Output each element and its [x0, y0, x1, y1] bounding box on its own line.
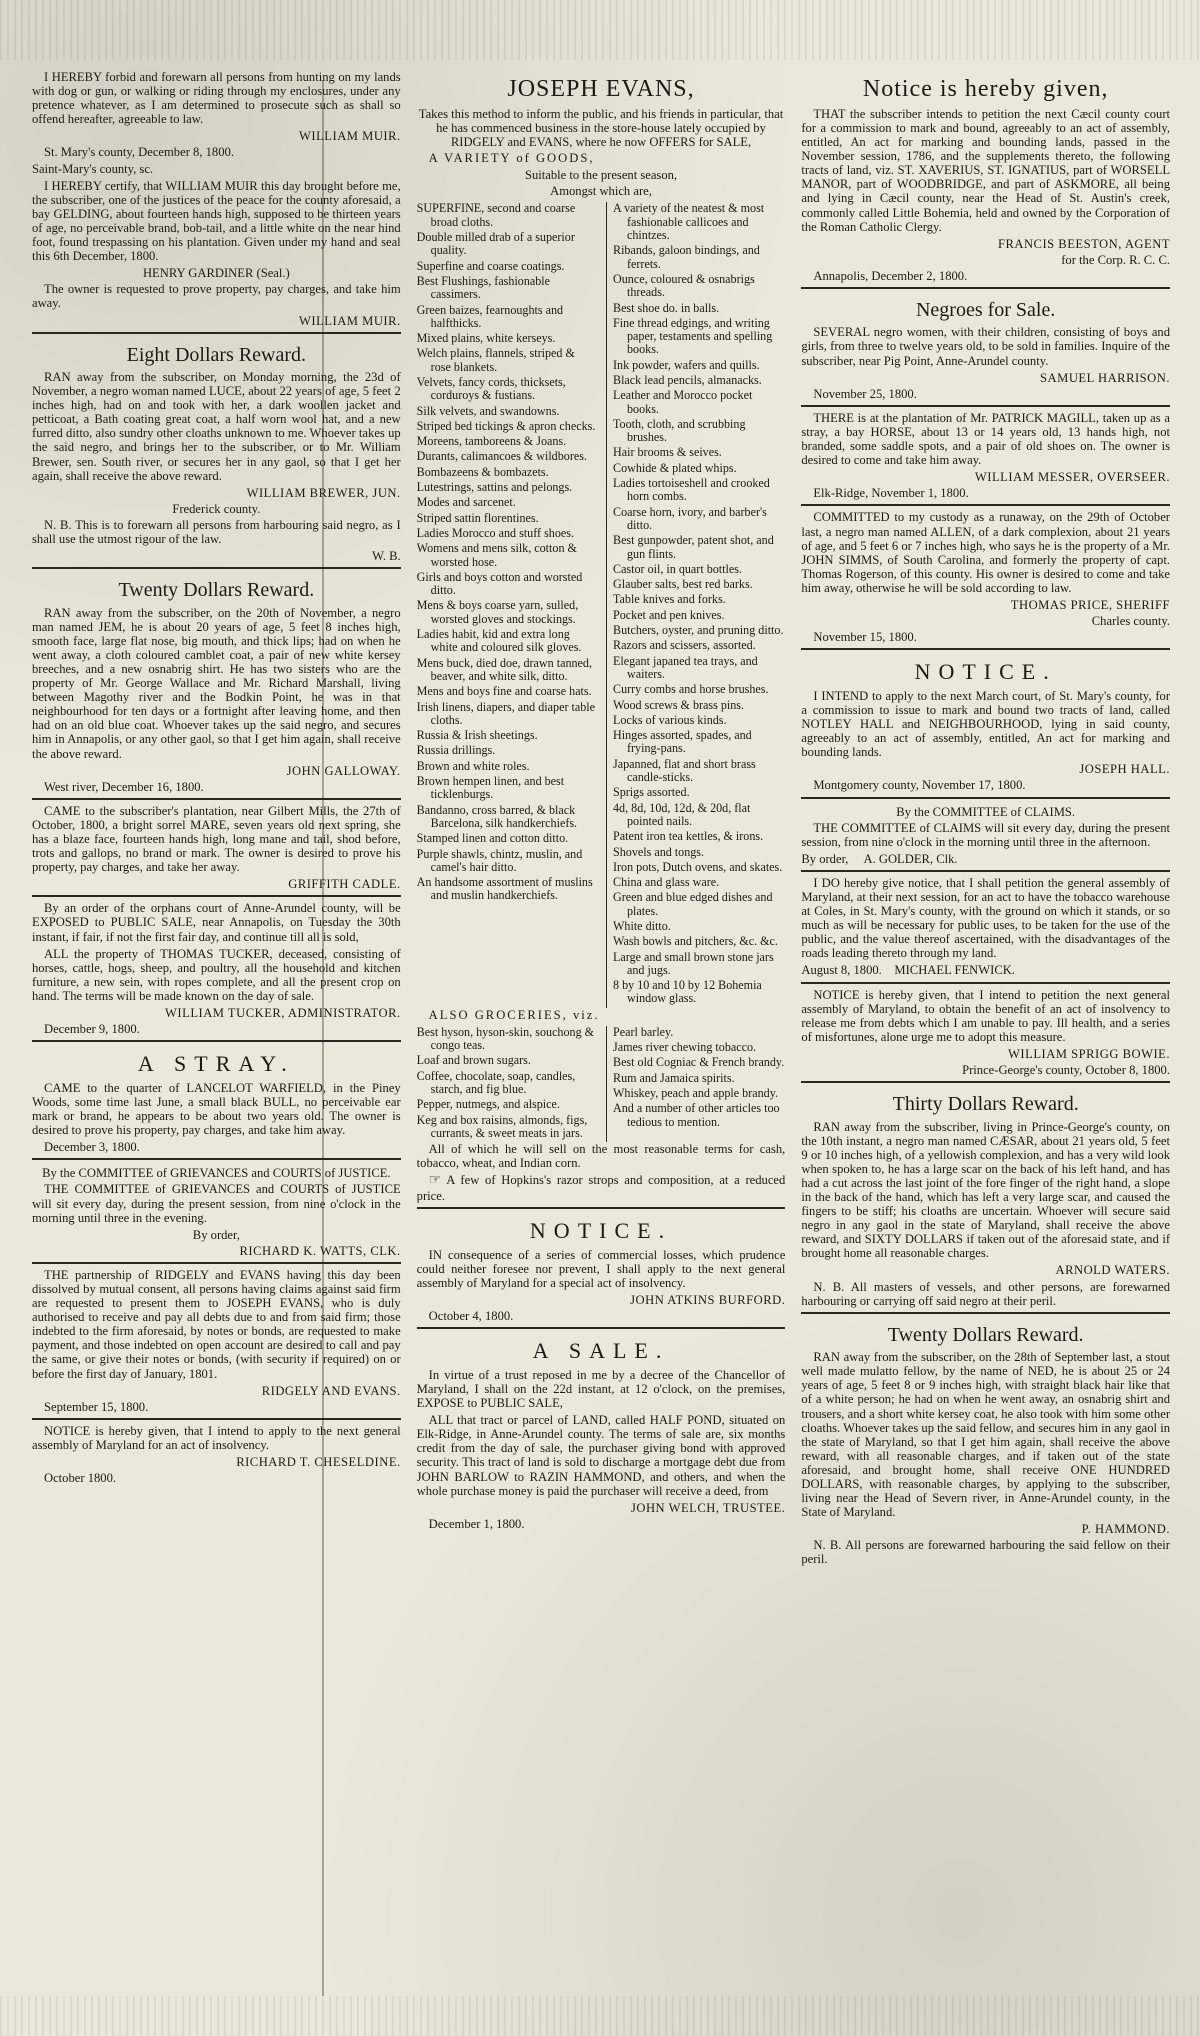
list-item: Table knives and forks. [613, 592, 726, 607]
welch-text: ALL that tract or parcel of LAND, called HALF POND, situated on Elk-Ridge, in Anne-Arundel county. The terms of sale are, six months credit from the day of sale, the purchaser giving bond with approved security. This tract of land is sold to discharge a mortgage debt due from JOHN BARLOW to RAZIN HAMMOND, and others, and when the whole purchase money is paid the purchaser will receive a deed, from [416, 1413, 786, 1498]
hammond-text: RAN away from the subscriber, on the 28th of September last, a stout well made mulatto fellow, by the name of NED, he is about 25 or 24 years of age, 5 feet 8 or 9 inches high, with straight black hair like that of a white person; he had on when he went away, an osnabrig shirt and trousers, and a short white kersey coat, he also took with him some other cloaths. Whoever takes up the said fellow, and secures him in any gaol in the state of Maryland, so that I get him again, shall receive the above reward, with all reasonable charges, and if taken out of the state aforesaid, and brought home, shall receive ONE HUNDRED DOLLARS, with reasonable charges, by applying to the subscriber, living near the Head of Severn river, in Anne-Arundel county, in the State of Maryland. [801, 1350, 1171, 1520]
gardiner-certificate: I HEREBY certify, that WILLIAM MUIR this day brought before me, the subscriber, one of the justices of the peace for the county aforesaid, a bay GELDING, about fourteen hands high, supposed to be thirteen years of age, no perceivable brand, bob-tail, and a little white on the near hind foot, found trespassing on his plantation. Given under my hand and seal this 6th December, 1800. [32, 178, 401, 264]
list-item: Brown and white roles. [416, 758, 530, 773]
list-item: SUPERFINE, second and coarse broad cloths. [416, 201, 576, 229]
list-item: Wash bowls and pitchers, &c. &c. [613, 934, 778, 949]
brewer-place: Frederick county. [172, 501, 261, 516]
beeston-signer: FRANCIS BEESTON, AGENT [997, 236, 1171, 251]
waters-heading: Thirty Dollars Reward. [892, 1093, 1079, 1116]
welch-heading: A SALE. [532, 1338, 670, 1364]
list-item: Best shoe do. in balls. [613, 300, 720, 315]
list-item: 4d, 8d, 10d, 12d, & 20d, flat pointed nails. [613, 800, 751, 828]
list-item: Locks of various kinds. [613, 712, 727, 727]
hammond-nb: N. B. All persons are forewarned harbouring the said fellow on their peril. [801, 1538, 1171, 1567]
list-item: Loaf and brown sugars. [416, 1053, 531, 1068]
hall-date: Montgomery county, November 17, 1800. [813, 778, 1026, 793]
tucker-ad [32, 895, 401, 1036]
beeston-signer-2: for the Corp. R. C. C. [1061, 252, 1171, 267]
burford-date: October 4, 1800. [428, 1309, 514, 1324]
list-item: Wood screws & brass pins. [613, 697, 745, 712]
ridgely-date: September 15, 1800. [44, 1399, 149, 1414]
groceries-list-right [606, 1026, 785, 1142]
list-item: Ink powder, wafers and quills. [613, 357, 760, 372]
cheseldine-date: October 1800. [44, 1471, 117, 1486]
stray-text: CAME to the quarter of LANCELOT WARFIELD, in the Piney Woods, some time last June, a small black BULL, no perceivable ear mark or brand, he appears to be about two years old. The owner is desired to prove his property, pay charges, and take him away. [32, 1080, 401, 1138]
list-item: Pearl barley. [613, 1024, 674, 1039]
column-3 [801, 70, 1170, 2016]
list-item: Ladies habit, kid and extra long white and coloured silk gloves. [416, 627, 582, 655]
muir-notice-text: I HEREBY forbid and forewarn all persons from hunting on my lands with dog or gun, or walking or riding through my enclosures, under any pretence whatever, as I am determined to prosecute such as shall so offend hereafter, agreeable to law. [32, 70, 401, 127]
price-date: November 15, 1800. [813, 630, 917, 645]
list-item: Russia & Irish sheetings. [416, 728, 538, 743]
claims-text: THE COMMITTEE of CLAIMS will sit every day, during the present session, from nine o'clock in the morning until three in the afternoon. [801, 820, 1171, 849]
brewer-initials: W. B. [372, 549, 401, 564]
list-item: White ditto. [613, 918, 671, 933]
welch-date: December 1, 1800. [428, 1516, 525, 1531]
list-item: Superfine and coarse coatings. [416, 258, 565, 273]
list-item: Coffee, chocolate, soap, candles, starch, and fig blue. [416, 1068, 576, 1097]
list-item: Bombazeens & bombazets. [416, 464, 549, 479]
bowie-text: NOTICE is hereby given, that I intend to petition the next general assembly of Maryland, to obtain the benefit of an act of insolvency to release me from debts which I am unable to pay. Ill health, and a series of misfortunes, alone urge me to adopt this measure. [801, 987, 1171, 1044]
muir-signer: WILLIAM MUIR. [299, 129, 401, 144]
welch-signer: JOHN WELCH, TRUSTEE. [630, 1500, 786, 1515]
list-item: Irish linens, diapers, and diaper table cloths. [416, 699, 595, 727]
list-item: Cowhide & plated whips. [613, 460, 737, 475]
evans-suitable: Suitable to the present season, [524, 168, 678, 183]
list-item: Best Flushings, fashionable cassimers. [416, 273, 551, 302]
tucker-date: December 9, 1800. [44, 1022, 140, 1037]
hammond-signer: P. HAMMOND. [1081, 1522, 1171, 1537]
list-item: Best hyson, hyson-skin, souchong & congo teas. [416, 1024, 595, 1053]
list-item: Mixed plains, white kerseys. [416, 331, 556, 346]
column-2 [417, 70, 786, 2016]
list-item: Ribands, galoon bindings, and ferrets. [613, 243, 760, 271]
list-item: Womens and mens silk, cotton & worsted hose. [416, 541, 577, 569]
ridgely-signer: RIDGELY AND EVANS. [261, 1383, 401, 1398]
page-edge-top [0, 0, 1200, 60]
list-item: Sprigs assorted. [613, 785, 690, 800]
list-item: Fine thread edgings, and writing paper, testaments and spelling books. [613, 315, 773, 357]
list-item: Keg and box raisins, almonds, figs, currants, & sweet meats in jars. [416, 1112, 588, 1140]
hall-ad [801, 648, 1170, 792]
galloway-signer: JOHN GALLOWAY. [286, 763, 401, 778]
cadle-signer: GRIFFITH CADLE. [288, 877, 401, 892]
stray-ad [32, 1040, 401, 1154]
beeston-text: THAT the subscriber intends to petition the next Cæcil county court for a commission to mark and bound, agreeably to an act of assembly, entitled, An act for marking and bounding lands, passed in the November session, 1786, and the supplements thereto, the following tracts of land, viz. ST. XAVERIUS, ST. IGNATIUS, part of WORSELL MANOR, part of WOODBRIDGE, and part of ASKMORE, all being and lying in Cæcil county, near the Head of St. Austin's creek, commonly called Little Bohemia, held and owned by the Corporation of the Roman Catholic Clergy. [801, 106, 1171, 234]
grievances-text: THE COMMITTEE of GRIEVANCES and COURTS of JUSTICE will sit every day, during the present session, from nine o'clock in the morning until three in the evening. [32, 1182, 401, 1225]
ridgely-ad [32, 1262, 401, 1414]
hammond-ad [801, 1312, 1170, 1567]
hall-heading: NOTICE. [914, 659, 1057, 685]
ridgely-text: THE partnership of RIDGELY and EVANS having this day been dissolved by mutual consent, all persons having claims against said firm are requested to present them to JOSEPH EVANS, who is duly authorised to receive and pay all debts due to and from said firm; those indebted to the firm aforesaid, by notes or bonds, are requested to make payment, and those indebted on open account are desired to call and pay the same, or give their notes or bonds, (with security if required) on or before the first day of January, 1801. [32, 1267, 401, 1381]
list-item: And a number of other articles too tedious to mention. [613, 1101, 780, 1129]
galloway-date: West river, December 16, 1800. [44, 779, 204, 794]
list-item: An handsome assortment of muslins and muslin handkerchiefs. [416, 875, 593, 903]
list-item: Green baizes, fearnoughts and halfthicks. [416, 302, 564, 330]
list-item: Russia drillings. [416, 743, 496, 758]
welch-ad [417, 1327, 786, 1531]
stray-date: December 3, 1800. [44, 1140, 140, 1155]
list-item: Silk velvets, and swandowns. [416, 403, 560, 418]
muir-signer-2: WILLIAM MUIR. [299, 313, 401, 328]
harrison-date: November 25, 1800. [813, 386, 917, 401]
list-item: Whiskey, peach and apple brandy. [613, 1086, 778, 1101]
list-item: Japanned, flat and short brass candle-sticks. [613, 756, 756, 785]
evans-subhead: A VARIETY of GOODS, [428, 151, 595, 166]
brewer-signer: WILLIAM BREWER, JUN. [246, 485, 401, 500]
list-item: Glauber salts, best red barks. [613, 577, 753, 592]
list-item: Mens and boys fine and coarse hats. [416, 684, 592, 699]
muir-date: St. Mary's county, December 8, 1800. [44, 145, 234, 160]
list-item: Best gunpowder, patent shot, and gun flints. [613, 533, 774, 561]
cheseldine-signer: RICHARD T. CHESELDINE. [236, 1455, 401, 1469]
fenwick-text: I DO hereby give notice, that I shall petition the general assembly of Maryland, at their next session, for an act to have the tobacco warehouse at Coles, in St. Mary's county, with the ground on which it stands, or so much as will be necessary for public uses, to be taken for the use of the public, and the value thereof ascertained, with the disadvantages of the roads leading thereto through my land. [801, 875, 1171, 961]
list-item: Ounce, coloured & osnabrigs threads. [613, 271, 755, 300]
muir-venue: Saint-Mary's county, sc. [32, 161, 154, 176]
fenwick-signature-line [801, 963, 1170, 977]
list-item: Lutestrings, sattins and pelongs. [416, 480, 573, 495]
list-item: Bandanno, cross barred, & black Barcelona, silk handkerchiefs. [416, 802, 578, 830]
list-item: Brown hempen linen, and best ticklenburgs. [416, 774, 565, 802]
claims-signer: A. GOLDER, Clk. [863, 851, 958, 866]
messer-date: Elk-Ridge, November 1, 1800. [813, 486, 969, 501]
tucker-signer: WILLIAM TUCKER, ADMINISTRATOR. [165, 1006, 401, 1021]
hammond-heading: Twenty Dollars Reward. [887, 1323, 1084, 1346]
list-item: Iron pots, Dutch ovens, and skates. [613, 859, 783, 874]
claims-ad [801, 797, 1170, 866]
list-item: Girls and boys cotton and worsted ditto. [416, 569, 583, 598]
hall-signer: JOSEPH HALL. [1079, 762, 1171, 777]
evans-razor-note [417, 1173, 786, 1203]
list-item: James river chewing tobacco. [613, 1040, 757, 1055]
list-item: Leather and Morocco pocket books. [613, 388, 753, 416]
list-item: Rum and Jamaica spirits. [613, 1070, 735, 1085]
stray-heading: A STRAY. [137, 1051, 295, 1077]
beeston-date: Annapolis, December 2, 1800. [813, 268, 968, 283]
evans-razor-text: A few of Hopkins's razor strops and composition, at a reduced price. [416, 1173, 786, 1204]
gardiner-signer: HENRY GARDINER (Seal.) [142, 266, 290, 281]
list-item: A variety of the neatest & most fashionable callicoes and chintzes. [613, 201, 765, 243]
list-item: Ladies Morocco and stuff shoes. [416, 525, 574, 540]
column-1 [32, 70, 401, 2016]
list-item: Razors and scissers, assorted. [613, 638, 756, 653]
list-item: Ladies tortoiseshell and crooked horn combs. [613, 476, 770, 504]
goods-list [417, 202, 786, 1007]
waters-text: RAN away from the subscriber, living in Prince-George's county, on the 10th instant, a negro man named CÆSAR, about 21 years old, 5 feet 9 or 10 inches high, of a yellowish complexion, and has a very wild look when spoken to, he has a large scar on the back of his left hand, and has had a cut across the last joint of the fore finger of the right hand, a slope in the back of the hand, which has left a very large scar, and caused the fingers to be stiff; his cloaths are uncertain. Whoever will secure said negro in any gaol in the state of Maryland, shall receive the above reward, and SIXTY DOLLARS if taken out of the aforesaid state, and if brought home all reasonable charges. [801, 1119, 1171, 1261]
harrison-signer: SAMUEL HARRISON. [1040, 370, 1171, 385]
list-item: Pepper, nutmegs, and alspice. [416, 1097, 560, 1112]
price-place: Charles county. [1091, 614, 1171, 629]
messer-text: THERE is at the plantation of Mr. PATRICK MAGILL, taken up as a stray, a bay HORSE, about 13 or 14 years old, 13 hands high, not branded, some saddle spots, and a pair of old shoes on. The owner is desired to come and take him away. [801, 410, 1171, 468]
list-item: Striped bed tickings & apron checks. [416, 418, 596, 433]
burford-heading: NOTICE. [529, 1218, 673, 1244]
messer-signer: WILLIAM MESSER, OVERSEER. [974, 470, 1171, 485]
goods-list-left [417, 202, 596, 1007]
harrison-ad [801, 287, 1170, 401]
cheseldine-ad [32, 1418, 401, 1485]
brewer-ad [32, 332, 401, 564]
beeston-heading: Notice is hereby given, [862, 76, 1109, 102]
list-item: Butchers, oyster, and pruning ditto. [613, 623, 784, 638]
list-item: Hair brooms & seives. [613, 445, 722, 460]
harrison-text: SEVERAL negro women, with their children, consisting of boys and girls, from three to twelve years old, to be sold in families. Inquire of the subscriber, near Pig Point, Anne-Arundel county. [801, 325, 1171, 368]
list-item: Castor oil, in quart bottles. [613, 561, 742, 576]
list-item: Purple shawls, chintz, muslin, and camel's hair ditto. [416, 846, 583, 874]
column-container [32, 70, 1170, 2016]
list-item: Modes and sarcenet. [416, 495, 516, 510]
grievances-signer: RICHARD K. WATTS, CLK. [239, 1243, 401, 1258]
claims-signature-line [801, 852, 1170, 866]
brewer-text: RAN away from the subscriber, on Monday morning, the 23d of November, a negro woman named LUCE, about 22 years of age, 5 feet 2 inches high, had on and took with her, a dark woollen jacket and petticoat, a Bath coating great coat, a half worn wool hat, and a new furred ditto, also sundry other cloaths unknown to me. Whoever takes up the said negro, and brings her to the subscriber, or to Mr. William Brewer, sen. South river, or secures her in any gaol, so that I get her again, shall receive the above reward. [32, 369, 401, 483]
harrison-heading: Negroes for Sale. [915, 299, 1056, 321]
fenwick-signer: MICHAEL FENWICK. [894, 963, 1015, 978]
evans-heading: JOSEPH EVANS, [507, 76, 695, 102]
price-signer: THOMAS PRICE, SHERIFF [1010, 597, 1171, 612]
burford-ad [417, 1207, 786, 1323]
groceries-heading: ALSO GROCERIES, viz. [428, 1007, 600, 1022]
list-item: 8 by 10 and 10 by 12 Bohemia window glass. [613, 978, 762, 1006]
muir-notice [32, 70, 401, 328]
burford-text: IN consequence of a series of commercial losses, which prudence could neither foresee nor prevent, I shall apply to the next general assembly of Maryland for a special act of insolvency. [416, 1247, 786, 1290]
list-item: Elegant japaned tea trays, and waiters. [613, 653, 758, 681]
list-item: Hinges assorted, spades, and frying-pans. [613, 728, 752, 756]
list-item: Tooth, cloth, and scrubbing brushes. [613, 416, 746, 445]
grievances-title: By the COMMITTEE of GRIEVANCES and COURTS of JUSTICE. [42, 1166, 391, 1181]
list-item: Best old Cogniac & French brandy. [613, 1055, 785, 1070]
bowie-signer: WILLIAM SPRIGG BOWIE. [1008, 1046, 1171, 1061]
hall-text: I INTEND to apply to the next March court, of St. Mary's county, for a commission to issue to mark and bound two tracts of land, called NOTLEY HALL and NEIGHBOURHOOD, lying in said county, agreeably to an act of assembly, entitled, An act for marking and bounding lands. [801, 688, 1171, 760]
list-item: Large and small brown stone jars and jugs. [613, 949, 774, 977]
waters-signer: ARNOLD WATERS. [1055, 1263, 1171, 1278]
tucker-text: ALL the property of THOMAS TUCKER, deceased, consisting of horses, cattle, hogs, sheep, and poultry, all the household and kitchen furniture, a new sein, with ropes complete, and all the present crop on hand. The terms will be made known on the day of sale. [32, 946, 401, 1003]
evans-closing: All of which he will sell on the most reasonable terms for cash, tobacco, wheat, and Indian corn. [416, 1142, 786, 1171]
evans-ad [417, 76, 786, 1203]
cadle-text: CAME to the subscriber's plantation, near Gilbert Mills, the 27th of October, 1800, a bright sorrel MARE, seven years old next spring, she has a blaze face, fourteen hands high, long mane and tail, shod before, trots and gallops, no brand or mark. The owner is desired to prove his property, pay charges, and take her away. [32, 803, 401, 875]
messer-ad [801, 405, 1170, 501]
price-ad [801, 504, 1170, 644]
price-text: COMMITTED to my custody as a runaway, on the 29th of October last, a negro man named ALLEN, of a dark complexion, about 21 years of age, and 5 feet 6 or 7 inches high, who says he is the property of a Mr. JOHN SIMMS, of South Carolina, and formerly the property of capt. Thomas Rogerson, of this county. His owner is desired to come and take him away, otherwise he will be sold according to law. [801, 510, 1171, 595]
list-item: Mens buck, died doe, drawn tanned, beaver, and white silk, ditto. [416, 655, 592, 683]
list-item: Patent iron tea kettles, & irons. [613, 829, 764, 844]
list-item: Striped sattin florentines. [416, 510, 539, 525]
list-item: Velvets, fancy cords, thicksets, corduroys & fustians. [416, 375, 566, 403]
burford-signer: JOHN ATKINS BURFORD. [630, 1293, 786, 1308]
waters-nb: N. B. All masters of vessels, and other persons, are forewarned harbouring or carrying off said negro at their peril. [801, 1279, 1171, 1308]
evans-among: Amongst which are, [550, 184, 652, 199]
list-item: Stamped linen and cotton ditto. [416, 831, 569, 846]
tucker-order: By an order of the orphans court of Anne-Arundel county, will be EXPOSED to PUBLIC SALE, near Annapolis, on Tuesday the 30th instant, if fair, if not the first fair day, and continue till all is sold, [32, 901, 401, 944]
evans-intro: Takes this method to inform the public, and his friends in particular, that he has commenced business in the store-house lately occupied by RIDGELY and EVANS, where he now OFFERS for SALE, [418, 106, 784, 150]
fenwick-date: August 8, 1800. [801, 963, 882, 978]
galloway-text: RAN away from the subscriber, on the 20th of November, a negro man named JEM, he is about 20 years of age, 5 feet 8 inches high, smooth face, large flat nose, big mouth, and thick lips; had on when he went away, a cloth coloured camblet coat, a pair of new white kersey breeches, and a new osnabrig shirt. He has two sisters who are the property of Mr. George Wallace and Mr. Richard Marshall, living between Magothy river and the Bodkin Point, he was in that neighbourhood for ten days or a fortnight after leaving home, and then had on an old blue coat. Whoever takes up the said negro, and secures him in Annapolis, or any other gaol, so that I get him again, shall receive the above reward. [32, 605, 401, 761]
grievances-ad [32, 1158, 401, 1258]
list-item: Curry combs and horse brushes. [613, 682, 769, 697]
cheseldine-text: NOTICE is hereby given, that I intend to apply to the next general assembly of Maryland for an act of insolvency. [32, 1423, 401, 1452]
bowie-date: Prince-George's county, October 8, 1800. [962, 1063, 1171, 1078]
brewer-heading: Eight Dollars Reward. [126, 343, 307, 366]
fenwick-ad [801, 870, 1170, 978]
list-item: China and glass ware. [613, 875, 720, 890]
list-item: Welch plains, flannels, striped & rose blankets. [416, 346, 575, 374]
muir-owner-request: The owner is requested to prove property, pay charges, and take him away. [32, 282, 401, 311]
waters-ad [801, 1081, 1170, 1308]
galloway-heading: Twenty Dollars Reward. [118, 579, 315, 602]
list-item: Shovels and tongs. [613, 844, 705, 859]
cadle-ad [32, 798, 401, 892]
brewer-nb: N. B. This is to forewarn all persons from harbouring said negro, as I shall use the utmost rigour of the law. [32, 517, 401, 547]
galloway-ad [32, 567, 401, 794]
claims-title: By the COMMITTEE of CLAIMS. [896, 804, 1076, 819]
list-item: Pocket and pen knives. [613, 607, 725, 622]
list-item: Mens & boys coarse yarn, sulled, worsted gloves and stockings. [416, 598, 579, 626]
beeston-ad [801, 76, 1170, 283]
grievances-order: By order, [192, 1227, 240, 1242]
groceries-list-left [417, 1026, 596, 1142]
claims-order: By order, [801, 851, 849, 866]
goods-list-right [606, 202, 785, 1007]
list-item: Double milled drab of a superior quality. [416, 230, 575, 258]
list-item: Green and blue edged dishes and plates. [613, 890, 773, 918]
groceries-list [417, 1026, 786, 1142]
list-item: Durants, calimancoes & wildbores. [416, 449, 587, 464]
bowie-ad [801, 982, 1170, 1078]
list-item: Coarse horn, ivory, and barber's ditto. [613, 504, 767, 532]
pointing-hand-icon: ☞ [428, 1173, 442, 1189]
list-item: Black lead pencils, almanacks. [613, 373, 762, 387]
welch-intro: In virtue of a trust reposed in me by a decree of the Chancellor of Maryland, I shall on the 22d instant, at 12 o'clock, on the premises, EXPOSE to PUBLIC SALE, [416, 1367, 786, 1411]
list-item: Moreens, tamboreens & Joans. [416, 434, 567, 449]
